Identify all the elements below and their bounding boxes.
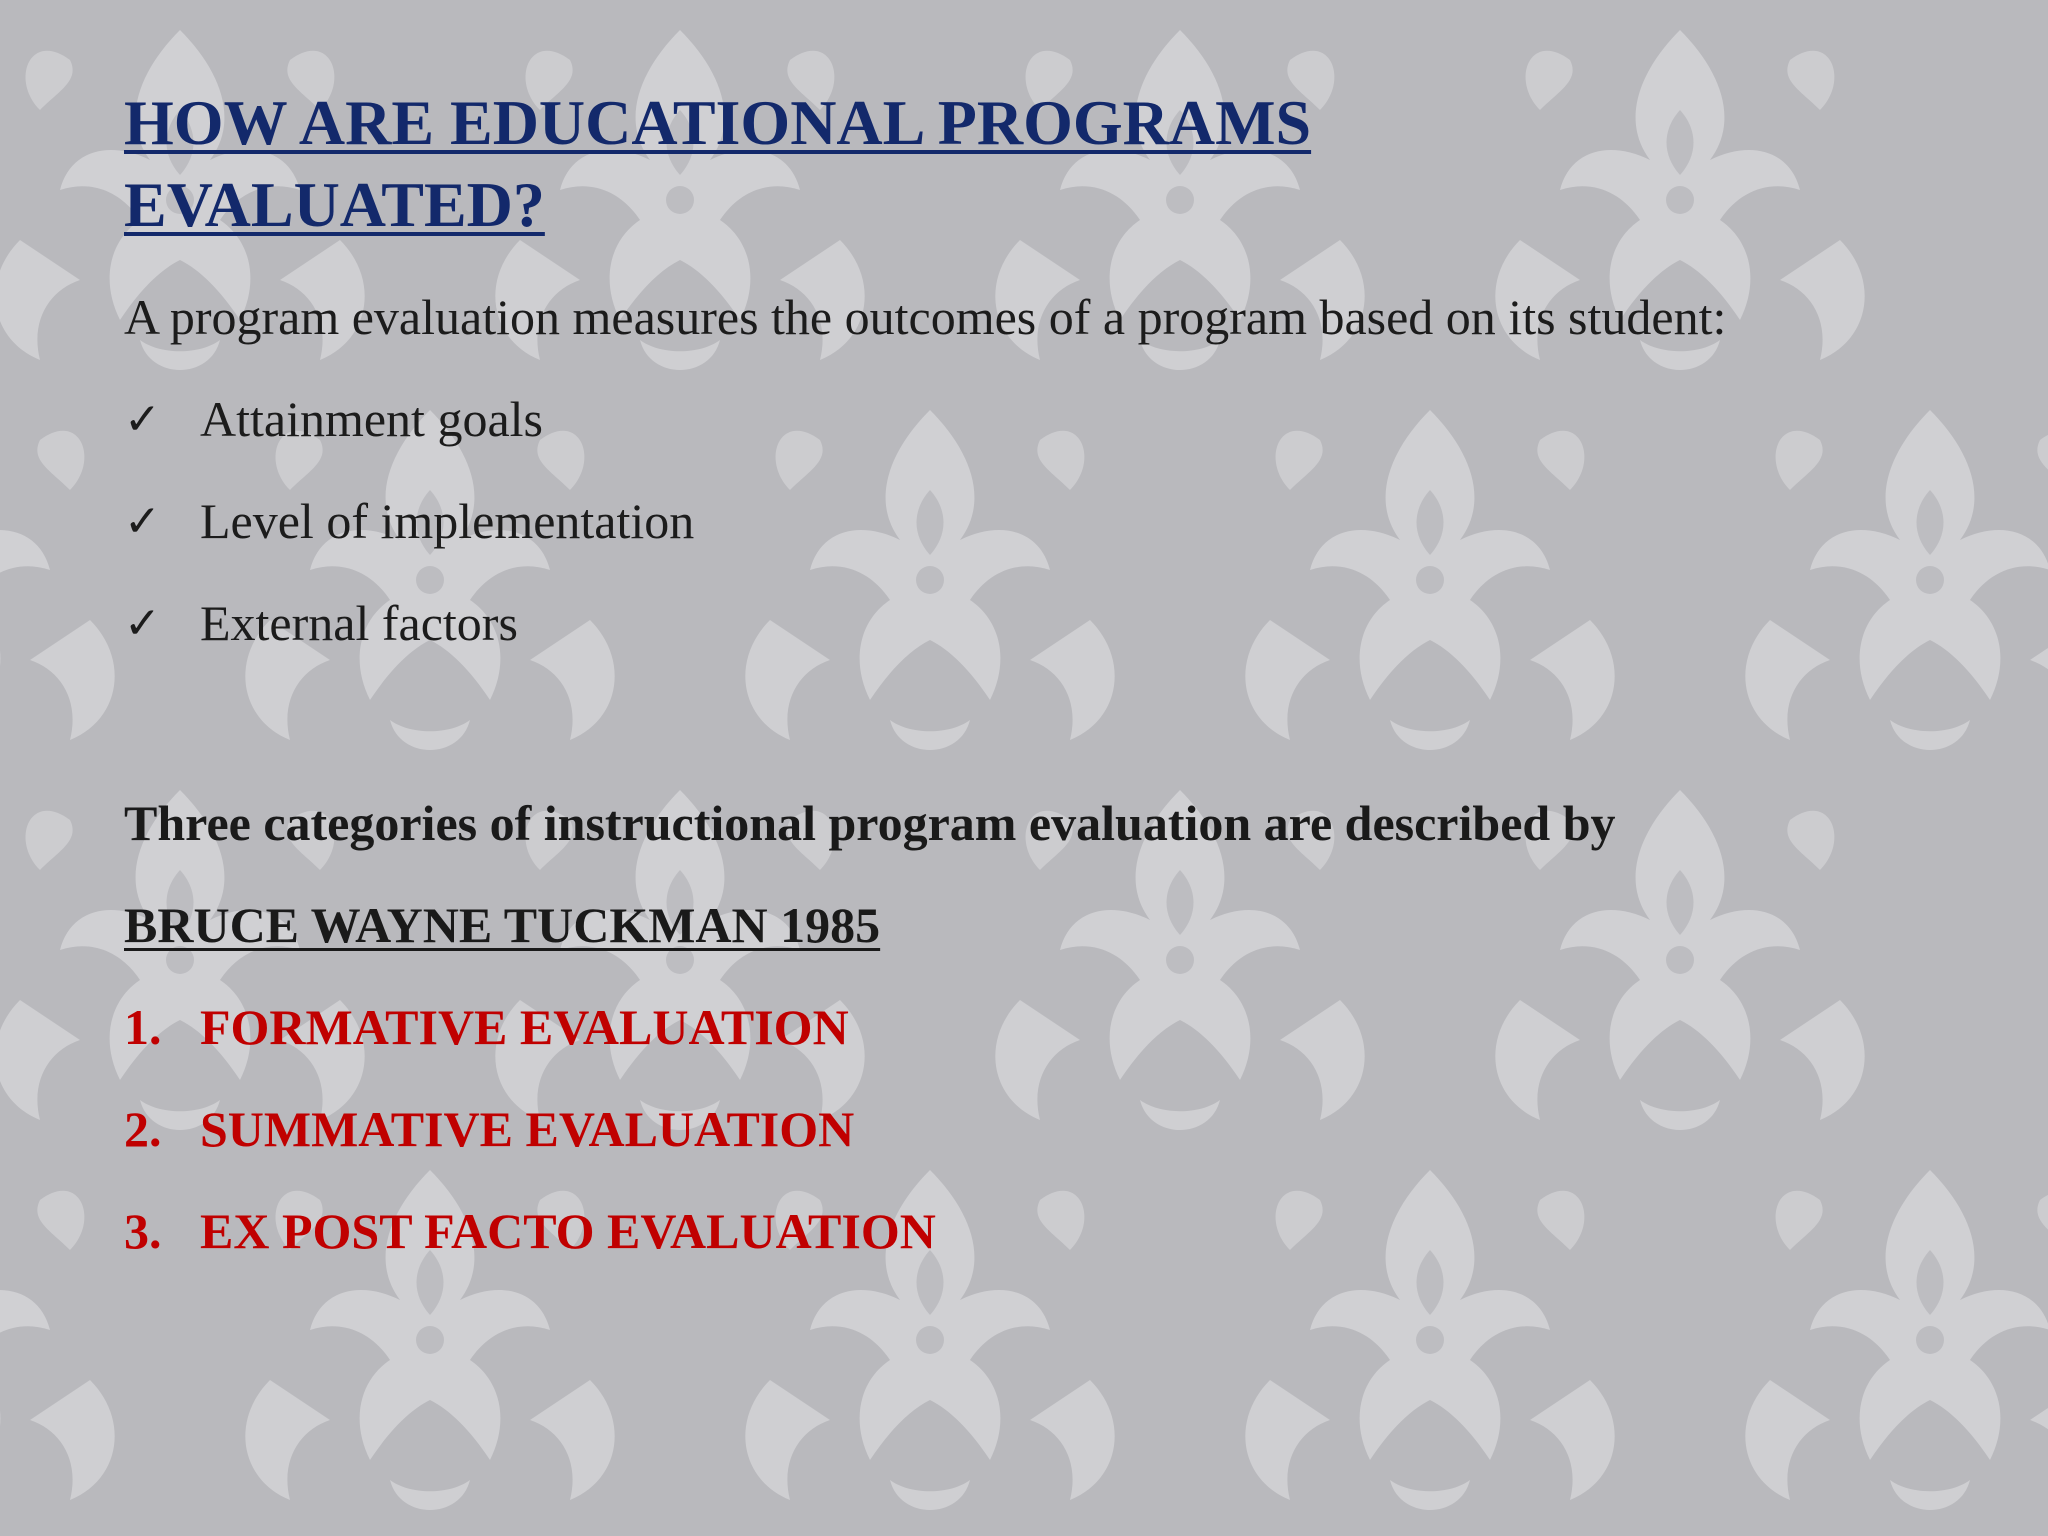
checklist-item [124,368,1984,470]
checklist-item-label: External factors [200,595,518,651]
checklist-item [124,470,1984,572]
category-label: EX POST FACTO EVALUATION [200,1203,936,1259]
category-label: FORMATIVE EVALUATION [200,999,849,1055]
checklist-item [124,572,1984,674]
author-citation: BRUCE WAYNE TUCKMAN 1985 [124,897,881,953]
check-icon: ✓ [124,495,161,547]
category-item [124,1180,1984,1282]
section-spacer [124,674,1984,772]
category-item [124,976,1984,1078]
categories-intro: Three categories of instructional program evaluation are described by [124,795,1616,851]
slide-title: HOW ARE EDUCATIONAL PROGRAMS EVALUATED? [124,87,1312,240]
checklist-item-label: Level of implementation [200,493,695,549]
evaluation-categories-list [124,976,1984,1282]
category-item [124,1078,1984,1180]
category-label: SUMMATIVE EVALUATION [200,1101,855,1157]
category-number: 2. [124,1101,162,1157]
category-number: 3. [124,1203,162,1259]
slide-content [124,82,1984,1282]
check-icon: ✓ [124,393,161,445]
outcome-checklist [124,368,1984,674]
intro-paragraph: A program evaluation measures the outcomes of a program based on its student: [124,289,1727,345]
category-number: 1. [124,999,162,1055]
check-icon: ✓ [124,597,161,649]
checklist-item-label: Attainment goals [200,391,543,447]
